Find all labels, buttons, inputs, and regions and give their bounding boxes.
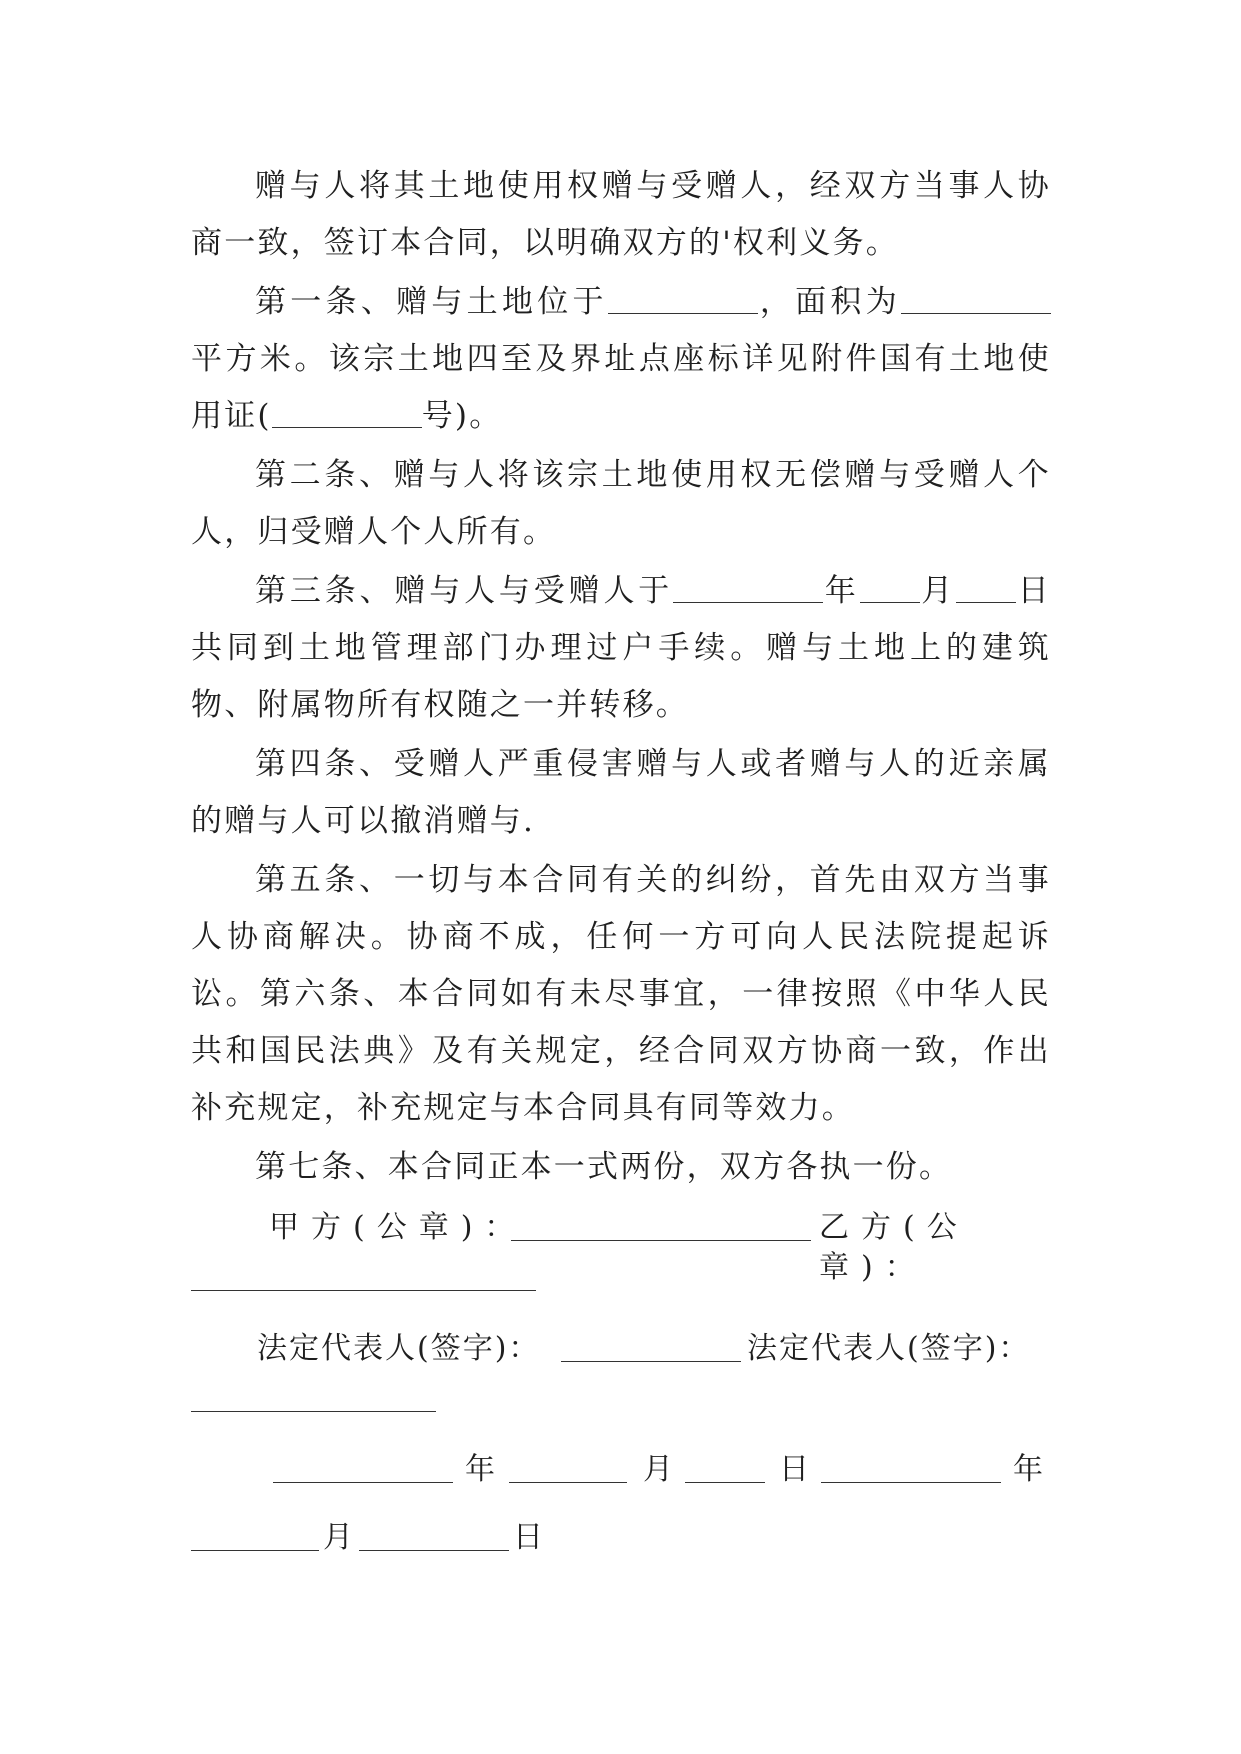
article-1-text-c: 平方米。该宗土地四至及界址点座标详见附件国有土地使用证(: [191, 341, 1051, 434]
date-continuation: [191, 1514, 1051, 1564]
party-b-day-label: 日: [513, 1520, 545, 1555]
article-4: 第四条、受赠人严重侵害赠与人或者赠与人的近亲属的赠与人可以撤消赠与.: [191, 746, 1051, 839]
party-b-month-label: 月: [323, 1520, 355, 1555]
article-7: 第七条、本合同正本一式两份，双方各执一份。: [255, 1149, 953, 1185]
article-3-text-a: 第三条、赠与人与受赠人于: [255, 573, 674, 609]
article-3-year-label: 年: [823, 573, 860, 609]
rep-a-signature-blank[interactable]: [561, 1361, 741, 1362]
representative-section: [191, 1321, 1051, 1381]
party-seal-section: [191, 1200, 1051, 1285]
article-1-text-d: 号)。: [421, 398, 503, 434]
party-a-month-label: 月: [643, 1452, 675, 1487]
article-1: [191, 274, 1051, 445]
contract-body: [191, 158, 1051, 1564]
transfer-month-blank[interactable]: [860, 575, 920, 604]
land-location-blank[interactable]: [608, 286, 758, 315]
rep-b-signature-blank[interactable]: [191, 1411, 436, 1412]
article-1-text-a: 第一条、赠与土地位于: [255, 284, 608, 320]
date-section: [191, 1442, 1051, 1502]
party-b-month-blank[interactable]: [191, 1550, 319, 1551]
party-b-seal-blank[interactable]: [191, 1290, 536, 1291]
transfer-day-blank[interactable]: [956, 575, 1016, 604]
land-area-blank[interactable]: [901, 286, 1051, 315]
article-2: 第二条、赠与人将该宗土地使用权无偿赠与受赠人个人，归受赠人个人所有。: [191, 457, 1051, 550]
article-3-text-b: 共同到土地管理部门办理过户手续。赠与土地上的建筑物、附属物所有权随之一并转移。: [191, 630, 1051, 723]
party-b-seal-label: 乙方(公章)：: [819, 1210, 969, 1285]
article-3-day-label: 日: [1016, 573, 1052, 609]
party-b-year-blank[interactable]: [821, 1482, 1001, 1483]
party-a-month-blank[interactable]: [509, 1482, 627, 1483]
certificate-number-blank[interactable]: [272, 400, 422, 429]
party-a-day-label: 日: [779, 1452, 811, 1487]
article-3-month-label: 月: [919, 573, 957, 609]
rep-a-label: 法定代表人(签字)：: [257, 1331, 541, 1366]
intro-paragraph: 赠与人将其土地使用权赠与受赠人，经双方当事人协商一致，签订本合同，以明确双方的'权利义务。: [191, 168, 1051, 261]
party-b-day-blank[interactable]: [359, 1550, 509, 1551]
party-a-seal-blank[interactable]: [511, 1240, 811, 1241]
rep-b-label: 法定代表人(签字)：: [747, 1331, 1031, 1366]
party-a-year-label: 年: [465, 1452, 497, 1487]
party-a-seal-label: 甲方(公章)：: [269, 1210, 527, 1245]
party-b-year-label: 年: [1013, 1452, 1045, 1487]
article-1-text-b: ，面积为: [757, 284, 901, 320]
transfer-year-blank[interactable]: [673, 575, 823, 604]
article-3: [191, 563, 1051, 734]
party-a-day-blank[interactable]: [685, 1482, 765, 1483]
article-5-6: 第五条、一切与本合同有关的纠纷，首先由双方当事人协商解决。协商不成，任何一方可向人民法院提起诉讼。第六条、本合同如有未尽事宜，一律按照《中华人民共和国民法典》及有关规定，经合同双方协商一致，作出补充规定，补充规定与本合同具有同等效力。: [191, 862, 1051, 1126]
party-a-year-blank[interactable]: [273, 1482, 453, 1483]
